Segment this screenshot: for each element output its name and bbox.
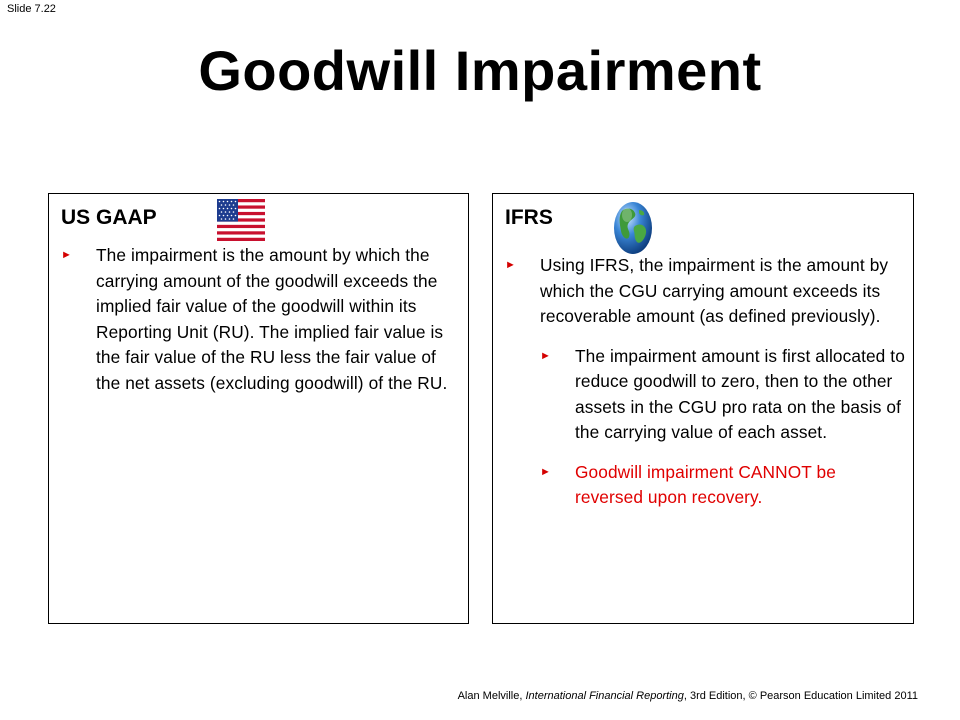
footer-citation: [458, 690, 918, 702]
us-gaap-panel: [48, 193, 469, 624]
slide-number: Slide 7.22: [7, 3, 56, 15]
ifrs-sub-bullets: [540, 344, 905, 511]
footer-book-title: International Financial Reporting: [525, 690, 684, 702]
ifrs-heading: IFRS: [505, 206, 553, 229]
us-flag-icon: [217, 199, 265, 241]
bullet-arrow-icon: ►: [540, 465, 551, 478]
bullet-arrow-icon: ►: [505, 259, 516, 271]
list-item: [540, 460, 905, 511]
footer-edition: , 3rd Edition, © Pearson Education Limited 2011: [683, 690, 918, 702]
list-item: [540, 344, 905, 446]
us-gaap-heading: US GAAP: [61, 206, 157, 229]
ifrs-bullet-text: Using IFRS, the impairment is the amount by which the CGU carrying amount exceeds its recoverable amount (as defined previously).: [540, 255, 889, 326]
us-gaap-bullets: [61, 243, 461, 396]
slide-title: Goodwill Impairment: [198, 39, 762, 102]
us-gaap-bullet-text: The impairment is the amount by which the carrying amount of the goodwill exceeds the implied fair value of the goodwill within its Reporting Unit (RU). The implied fair value is the fair value of the RU less the fair value of the net assets (excluding goodwill) of the RU.: [96, 245, 448, 393]
list-item: [61, 243, 461, 396]
ifrs-panel: [492, 193, 914, 624]
globe-icon: [613, 201, 653, 255]
ifrs-sub-bullet-text: The impairment amount is first allocated to reduce goodwill to zero, then to the other assets in the CGU pro rata on the basis of the carrying value of each asset.: [575, 345, 905, 442]
ifrs-bullets: [505, 253, 905, 525]
ifrs-sub-bullet-text-highlight: Goodwill impairment CANNOT be reversed upon recovery.: [575, 461, 836, 507]
bullet-arrow-icon: ►: [61, 249, 72, 261]
list-item: [505, 253, 905, 511]
footer-author: Alan Melville,: [457, 690, 523, 702]
bullet-arrow-icon: ►: [540, 349, 551, 362]
